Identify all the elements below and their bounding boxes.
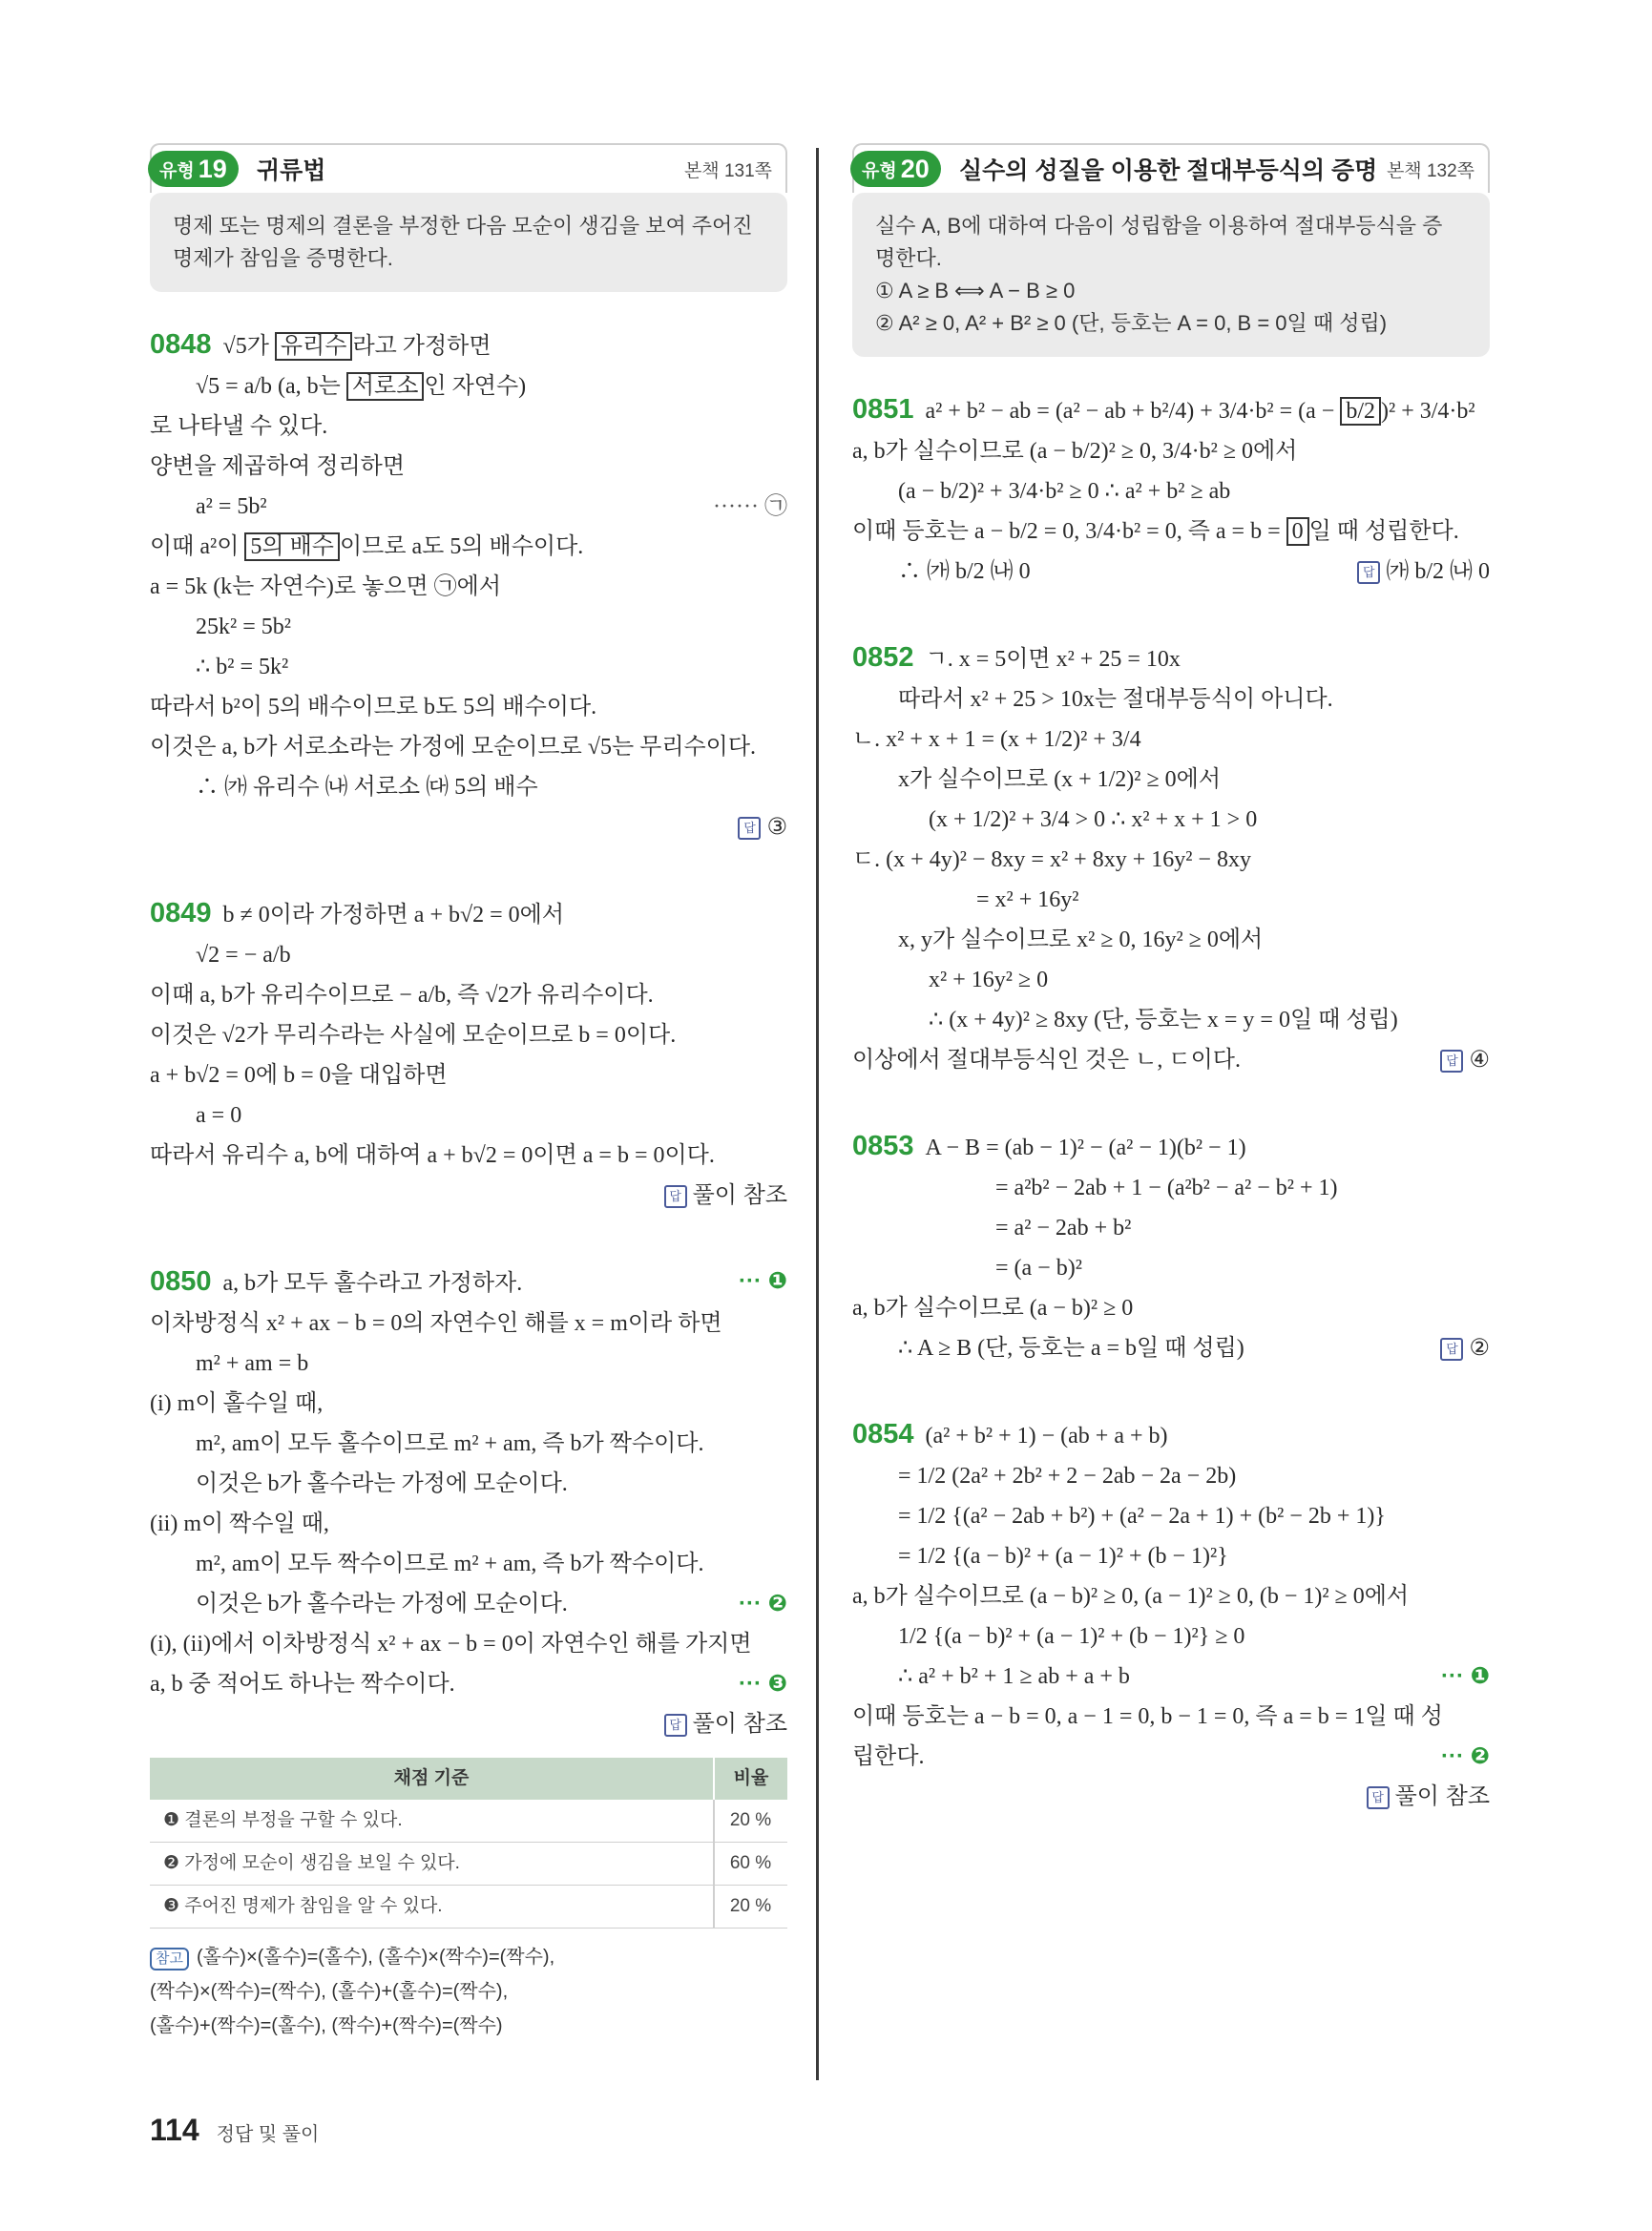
problem-number: 0853	[852, 1131, 914, 1161]
solution-line: a, b가 실수이므로 (a − b/2)² ≥ 0, 3/4·b² ≥ 0에서	[852, 439, 1298, 464]
table-row	[150, 1886, 787, 1929]
solution-text: ㄱ. x = 5이면 x² + 25 = 10x	[925, 647, 1181, 672]
problem-number: 0852	[852, 642, 914, 673]
equation: = 1/2 {(a² − 2ab + b²) + (a² − 2a + 1) + (b² − 2b + 1)}	[898, 1504, 1386, 1529]
equation: a² = 5b²	[196, 494, 267, 519]
blank-answer: 5의 배수	[244, 532, 340, 561]
answer-value: ②	[1469, 1336, 1490, 1361]
grading-ratio: 60 %	[714, 1843, 787, 1886]
equation: ∴ a² + b² + 1 ≥ ab + a + b	[898, 1664, 1130, 1689]
problem-0853	[852, 1126, 1490, 1368]
answer-icon: 답	[1440, 1338, 1463, 1361]
grading-criterion: ❸ 주어진 명제가 참임을 알 수 있다.	[150, 1886, 714, 1929]
type-badge-number: 19	[198, 154, 227, 183]
type-title: 실수의 성질을 이용한 절대부등식의 증명	[959, 157, 1378, 184]
solution-line: ㄴ. x² + x + 1 = (x + 1/2)² + 3/4	[852, 727, 1141, 752]
reference-note	[150, 1940, 787, 2043]
grading-criterion: ❶ 결론의 부정을 구할 수 있다.	[150, 1800, 714, 1843]
grading-ratio: 20 %	[714, 1800, 787, 1843]
equation: √2 = − a/b	[196, 943, 291, 968]
grading-table	[150, 1758, 787, 1929]
type-header-19	[150, 143, 787, 193]
problem-number: 0851	[852, 394, 914, 425]
solution-text: ∴ A ≥ B (단, 등호는 a = b일 때 성립)	[898, 1336, 1244, 1361]
problem-number: 0854	[852, 1419, 914, 1449]
problem-number: 0850	[150, 1266, 212, 1297]
answer-icon: 답	[664, 1714, 687, 1737]
concept-line: ② A² ≥ 0, A² + B² ≥ 0 (단, 등호는 A = 0, B = 0일 때 성립)	[875, 311, 1388, 335]
answer-icon: 답	[1357, 561, 1380, 584]
solution-line: 따라서 x² + 25 > 10x는 절대부등식이 아니다.	[898, 687, 1333, 712]
type-title: 귀류법	[257, 157, 326, 184]
equation: A − B = (ab − 1)² − (a² − 1)(b² − 1)	[925, 1136, 1246, 1160]
grading-header-ratio: 비율	[714, 1758, 787, 1800]
solution-text: b ≠ 0이라 가정하면 a + b√2 = 0에서	[222, 903, 565, 928]
solution-text: 일 때 성립한다.	[1308, 519, 1459, 544]
equation: (x + 1/2)² + 3/4 > 0 ∴ x² + x + 1 > 0	[929, 807, 1258, 832]
solution-text: 이것은 b가 홀수라는 가정에 모순이다.	[196, 1592, 568, 1616]
footer-label: 정답 및 풀이	[216, 2124, 320, 2145]
answer	[150, 1176, 787, 1216]
solution-text: √5가	[222, 334, 275, 359]
blank-answer: 0	[1286, 517, 1309, 546]
answer-value: ④	[1469, 1048, 1490, 1073]
answer-value: ③	[766, 814, 787, 840]
equation: = a² − 2ab + b²	[995, 1216, 1132, 1241]
solution-line: 이것은 √2가 무리수라는 사실에 모순이므로 b = 0이다.	[150, 1023, 677, 1048]
answer-value: 풀이 참조	[692, 1182, 787, 1208]
answer	[852, 1777, 1490, 1817]
right-column	[852, 143, 1490, 1817]
solution-text: 라고 가정하면	[352, 334, 491, 359]
solution-line: 로 나타낼 수 있다.	[150, 414, 328, 439]
case-label: (i) m이 홀수일 때,	[150, 1391, 324, 1416]
answer-icon: 답	[738, 817, 761, 840]
solution-line: 이차방정식 x² + ax − b = 0의 자연수인 해를 x = m이라 하면	[150, 1311, 722, 1336]
solution-line: 양변을 제곱하여 정리하면	[150, 454, 406, 479]
grading-criterion: ❷ 가정에 모순이 생김을 보일 수 있다.	[150, 1843, 714, 1886]
type-badge-label: 유형	[159, 160, 195, 181]
solution-text: 립한다.	[852, 1744, 925, 1769]
note-text: (짝수)×(짝수)=(짝수), (홀수)+(홀수)=(짝수),	[150, 1981, 509, 2002]
blank-answer: 유리수	[275, 332, 353, 361]
type-reference: 본책 131쪽	[683, 160, 772, 181]
blank-answers-summary: ∴ ㈎ b/2 ㈏ 0	[898, 559, 1031, 584]
table-row	[150, 1843, 787, 1886]
answer-value: 풀이 참조	[1394, 1783, 1490, 1809]
equation: x² + 16y² ≥ 0	[929, 968, 1049, 992]
blank-answer: 서로소	[346, 372, 425, 401]
solution-line: (i), (ii)에서 이차방정식 x² + ax − b = 0이 자연수인 해를 가지면	[150, 1632, 752, 1657]
concept-line: 명제가 참임을 증명한다.	[173, 246, 393, 270]
solution-line: 따라서 유리수 a, b에 대하여 a + b√2 = 0이면 a = b = 0이다.	[150, 1143, 715, 1168]
type-reference: 본책 132쪽	[1386, 160, 1474, 181]
equation: (a² + b² + 1) − (ab + a + b)	[925, 1424, 1168, 1449]
type-badge-number: 20	[900, 154, 930, 183]
answer-icon: 답	[1367, 1786, 1390, 1809]
problem-0852	[852, 637, 1490, 1080]
step-marker: ··· ❶	[1441, 1663, 1490, 1689]
grading-ratio: 20 %	[714, 1886, 787, 1929]
solution-line: a + b√2 = 0에 b = 0을 대입하면	[150, 1063, 448, 1088]
equation: a² + b² − ab = (a² − ab + b²/4) + 3/4·b² = (a −	[925, 399, 1341, 424]
step-marker: ··· ❷	[739, 1591, 787, 1616]
equation: 25k² = 5b²	[196, 615, 291, 639]
note-text: (홀수)+(짝수)=(홀수), (짝수)+(짝수)=(짝수)	[150, 2015, 503, 2036]
solution-line: a, b가 실수이므로 (a − b)² ≥ 0	[852, 1296, 1134, 1321]
problem-0854	[852, 1414, 1490, 1817]
page-number: 114	[150, 2113, 199, 2147]
equation: (a − b/2)² + 3/4·b² ≥ 0 ∴ a² + b² ≥ ab	[898, 479, 1231, 504]
equation: = 1/2 {(a − b)² + (a − 1)² + (b − 1)²}	[898, 1544, 1228, 1569]
type-header-20	[852, 143, 1490, 193]
equation: ∴ (x + 4y)² ≥ 8xy (단, 등호는 x = y = 0일 때 성립)	[929, 1008, 1398, 1032]
page-footer	[150, 2113, 319, 2148]
grading-header-criteria: 채점 기준	[150, 1758, 714, 1800]
problem-0849	[150, 893, 787, 1216]
type-badge	[850, 151, 941, 187]
case-label: (ii) m이 짝수일 때,	[150, 1512, 329, 1536]
equation: ∴ b² = 5k²	[196, 655, 289, 679]
solution-line: ㄷ. (x + 4y)² − 8xy = x² + 8xy + 16y² − 8xy	[852, 847, 1251, 872]
equation-tag: ······ ㉠	[713, 494, 787, 519]
solution-text: 이때 등호는 a − b/2 = 0, 3/4·b² = 0, 즉 a = b =	[852, 519, 1286, 544]
equation: = a²b² − 2ab + 1 − (a²b² − a² − b² + 1)	[995, 1176, 1338, 1200]
note-badge: 참고	[150, 1948, 189, 1970]
solution-line: 이것은 a, b가 서로소라는 가정에 모순이므로 √5는 무리수이다.	[150, 735, 757, 760]
table-row	[150, 1800, 787, 1843]
step-marker: ··· ❸	[739, 1671, 787, 1697]
type-badge-label: 유형	[862, 160, 897, 181]
answer	[1357, 552, 1490, 592]
solution-line: 이때 등호는 a − b = 0, a − 1 = 0, b − 1 = 0, 즉 a = b = 1일 때 성	[852, 1704, 1443, 1729]
note-text: (홀수)×(홀수)=(홀수), (홀수)×(짝수)=(짝수),	[196, 1947, 555, 1968]
equation: = 1/2 (2a² + 2b² + 2 − 2ab − 2a − 2b)	[898, 1464, 1237, 1489]
problem-number: 0848	[150, 329, 212, 360]
problem-0850	[150, 1261, 787, 2043]
concept-line: ① A ≥ B ⟺ A − B ≥ 0	[875, 279, 1076, 302]
equation: = (a − b)²	[995, 1256, 1082, 1281]
left-column	[150, 143, 787, 2043]
concept-box	[150, 193, 787, 292]
equation: a = 0	[196, 1103, 242, 1128]
solution-text: 이므로 a도 5의 배수이다.	[339, 534, 584, 559]
solution-text: 이때 a²이	[150, 534, 245, 559]
problem-0851	[852, 389, 1490, 592]
solution-text: 이상에서 절대부등식인 것은 ㄴ, ㄷ이다.	[852, 1048, 1241, 1073]
answer-value: ㈎ b/2 ㈏ 0	[1386, 559, 1490, 584]
solution-line: x가 실수이므로 (x + 1/2)² ≥ 0에서	[898, 767, 1222, 792]
blank-answers-summary: ∴ ㈎ 유리수 ㈏ 서로소 ㈐ 5의 배수	[196, 775, 538, 800]
solution-text: 인 자연수)	[424, 374, 527, 399]
concept-line: 실수 A, B에 대하여 다음이 성립함을 이용하여 절대부등식을 증	[875, 214, 1443, 238]
solution-line: m², am이 모두 홀수이므로 m² + am, 즉 b가 짝수이다.	[196, 1431, 704, 1456]
concept-line: 명제 또는 명제의 결론을 부정한 다음 모순이 생김을 보여 주어진	[173, 214, 753, 238]
answer-icon: 답	[664, 1185, 687, 1208]
type-badge	[148, 151, 239, 187]
blank-answer: b/2	[1340, 397, 1381, 426]
solution-line: 따라서 b²이 5의 배수이므로 b도 5의 배수이다.	[150, 695, 597, 719]
solution-text: a, b 중 적어도 하나는 짝수이다.	[150, 1672, 455, 1697]
solution-text: √5 = a/b (a, b는	[196, 374, 346, 399]
problem-0848	[150, 324, 787, 847]
equation: = x² + 16y²	[976, 887, 1079, 912]
solution-line: a, b가 실수이므로 (a − b)² ≥ 0, (a − 1)² ≥ 0, (b − 1)² ≥ 0에서	[852, 1584, 1410, 1609]
equation: 1/2 {(a − b)² + (a − 1)² + (b − 1)²} ≥ 0	[898, 1624, 1245, 1649]
solution-text: a, b가 모두 홀수라고 가정하자.	[222, 1271, 523, 1296]
column-divider	[816, 148, 819, 2080]
answer	[150, 807, 787, 847]
equation: m² + am = b	[196, 1351, 309, 1376]
answer	[150, 1704, 787, 1744]
step-marker: ··· ❶	[739, 1268, 787, 1294]
answer-value: 풀이 참조	[692, 1711, 787, 1737]
problem-number: 0849	[150, 898, 212, 928]
solution-line: x, y가 실수이므로 x² ≥ 0, 16y² ≥ 0에서	[898, 928, 1264, 952]
concept-line: 명한다.	[875, 246, 942, 270]
step-marker: ··· ❷	[1441, 1743, 1490, 1769]
answer	[1440, 1040, 1490, 1080]
solution-line: a = 5k (k는 자연수)로 놓으면 ㉠에서	[150, 574, 502, 599]
equation: )² + 3/4·b²	[1381, 399, 1475, 424]
solution-line: 이때 a, b가 유리수이므로 − a/b, 즉 √2가 유리수이다.	[150, 983, 654, 1008]
answer	[1440, 1328, 1490, 1368]
solution-line: 이것은 b가 홀수라는 가정에 모순이다.	[196, 1471, 568, 1496]
answer-icon: 답	[1440, 1050, 1463, 1073]
concept-box	[852, 193, 1490, 357]
solution-line: m², am이 모두 짝수이므로 m² + am, 즉 b가 짝수이다.	[196, 1552, 704, 1576]
